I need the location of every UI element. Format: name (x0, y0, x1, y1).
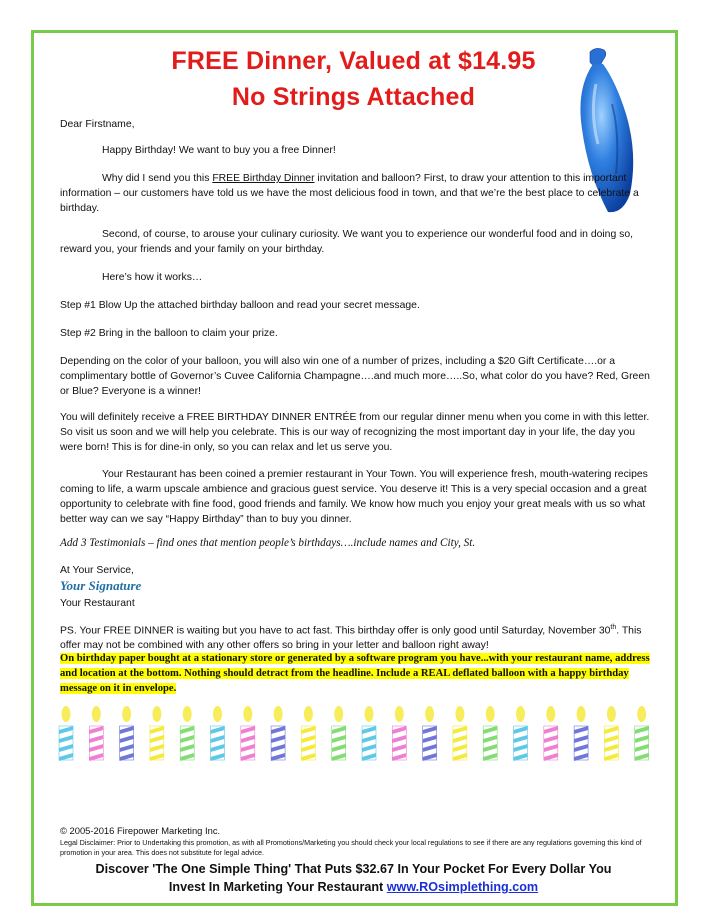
candle (423, 706, 437, 761)
promo-line-1: Discover 'The One Simple Thing' That Puts $32.67 In Your Pocket For Every Dollar You (95, 862, 612, 876)
candle (544, 706, 558, 761)
candle (120, 706, 134, 761)
greeting: Dear Firstname, (60, 119, 135, 130)
free-birthday-dinner-text: FREE Birthday Dinner (212, 173, 315, 184)
promo-line-2: Invest In Marketing Your Restaurant www.ROsimplething.com (168, 880, 539, 894)
candle (271, 706, 285, 761)
headline-line-1: FREE Dinner, Valued at $14.95 (171, 47, 536, 75)
candle (514, 706, 528, 761)
paragraph-4: Here’s how it works… (102, 272, 203, 283)
candle (332, 706, 346, 761)
candle-flame (607, 706, 616, 722)
candle (362, 706, 376, 761)
candle-flame (486, 706, 495, 722)
candle (604, 706, 618, 761)
candle (574, 706, 588, 761)
instruction-note: On birthday paper bought at a stationary store or generated by a software program you have...with your restaurant name, address and location at the bottom. Nothing should detract from the headline. Include a REAL deflated balloon with a happy birthday message on it in envelope. (60, 653, 650, 694)
closing: At Your Service, (60, 565, 134, 576)
candle-flame (152, 706, 161, 722)
paragraph-2: Why did I send you this FREE Birthday Dinner invitation and balloon? First, to draw your attention to this important information – our customers have told us we have the most delicious food in town, and that we’re the best place to celebrate a birthday. (60, 173, 639, 214)
candle (89, 706, 103, 761)
headline-line-2: No Strings Attached (231, 83, 476, 111)
candle (301, 706, 315, 761)
step-1: Step #1 Blow Up the attached birthday balloon and read your secret message. (60, 300, 420, 311)
candle (392, 706, 406, 761)
paragraph-6: You will definitely receive a FREE BIRTHDAY DINNER ENTRÉE from our regular dinner menu when you come in with this letter. So visit us soon and we will help you celebrate. This is our way of recognizing the most important day in your life, the day you were born! This is for dine-in only, so you can relax and let us serve you. (60, 412, 650, 453)
candle-flame (183, 706, 192, 722)
candle-flame (334, 706, 343, 722)
signature: Your Signature (60, 578, 142, 593)
copyright: © 2005-2016 Firepower Marketing Inc. (60, 825, 221, 836)
candle-flame (546, 706, 555, 722)
candle-flame (92, 706, 101, 722)
candle-flame (455, 706, 464, 722)
candle (241, 706, 255, 761)
candle (483, 706, 497, 761)
candle-flame (62, 706, 71, 722)
paragraph-5: Depending on the color of your balloon, you will also win one of a number of prizes, including a $20 Gift Certificate….or a complimentary bottle of Governor’s Cuvee California Champagne….and much more…..So, what color do you have? Red, Green or Blue? Everyone is a winner! (60, 356, 650, 397)
candle-flame (122, 706, 131, 722)
candle-flame (516, 706, 525, 722)
testimonials-note: Add 3 Testimonials – find ones that mention people’s birthdays….include names and City, St. (60, 537, 476, 549)
paragraph-7: Your Restaurant has been coined a premier restaurant in Your Town. You will experience fresh, mouth-watering recipes coming to life, a warm upscale ambience and gracious guest service. You deserve it! This is a very special occasion and a great opportunity to celebrate with fine food, good friends and family. We know how much you enjoy your great meals with us so what better way can we say “Happy Birthday” than to buy you dinner. (60, 469, 648, 525)
sender-name: Your Restaurant (60, 598, 135, 609)
candle (211, 706, 225, 761)
candle-flame (425, 706, 434, 722)
candle (150, 706, 164, 761)
candle-flame (577, 706, 586, 722)
candle (453, 706, 467, 761)
candle-flame (637, 706, 646, 722)
candle-flame (365, 706, 374, 722)
candle-flame (213, 706, 222, 722)
legal-disclaimer: Legal Disclaimer: Prior to Undertaking this promotion, as with all Promotions/Marketing you should check your local regulations to see if there are any regulations governing this kind of promotion in your area. This does not substitute for legal advice. (60, 838, 642, 857)
promo-link[interactable]: www.ROsimplething.com (386, 880, 539, 894)
candle-flame (304, 706, 313, 722)
step-2: Step #2 Bring in the balloon to claim your prize. (60, 328, 278, 339)
candle (59, 706, 73, 761)
paragraph-1: Happy Birthday! We want to buy you a free Dinner! (102, 145, 336, 156)
candle (635, 706, 649, 761)
candle-flame (243, 706, 252, 722)
candle (180, 706, 194, 761)
birthday-candles-border (55, 704, 665, 764)
paragraph-3: Second, of course, to arouse your culinary curiosity. We want you to experience our wonderful food and in doing so, reward you, your friends and your family on your birthday. (60, 229, 633, 255)
candle-flame (395, 706, 404, 722)
postscript: PS. Your FREE DINNER is waiting but you have to act fast. This birthday offer is only good until Saturday, November 30th. This offer may not be combined with any other offers so bring in your letter and balloon right away! (60, 624, 642, 652)
candle-flame (274, 706, 283, 722)
